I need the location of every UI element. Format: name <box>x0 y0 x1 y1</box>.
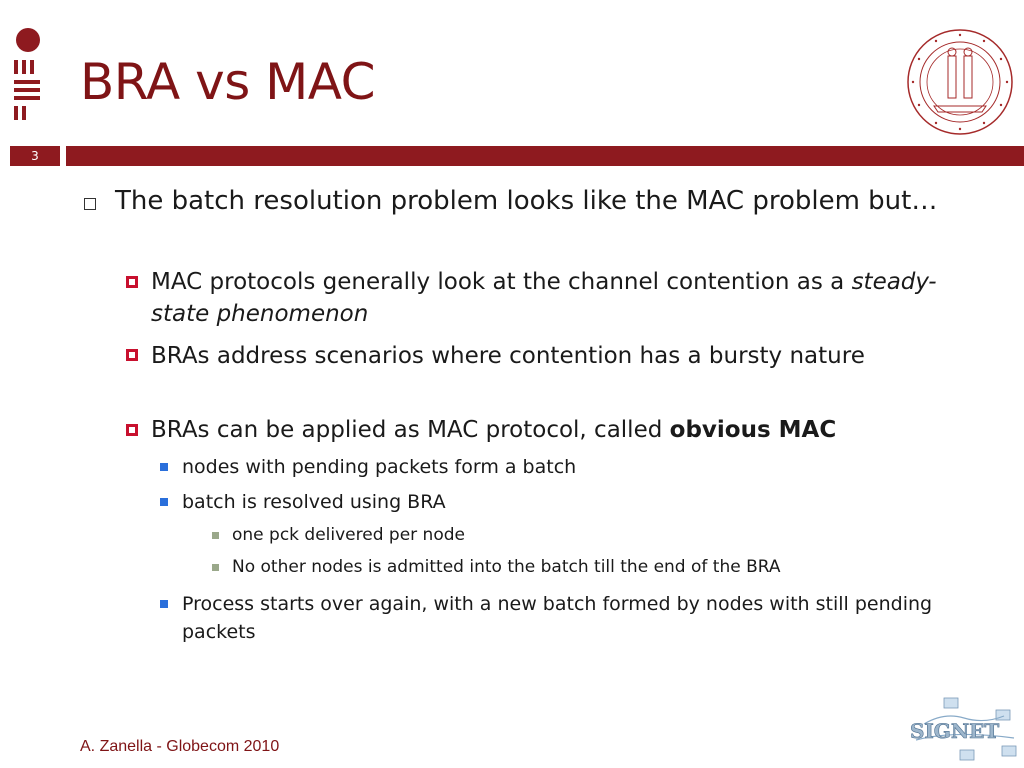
bullet-text: one pck delivered per node <box>232 525 465 545</box>
red-square-bullet-icon <box>126 349 138 361</box>
bullet-level1 <box>115 184 975 218</box>
red-square-bullet-icon <box>126 424 138 436</box>
bullet-text: The batch resolution problem looks like the MAC problem but… <box>115 186 938 216</box>
bullet-text: BRAs can be applied as MAC protocol, called <box>151 417 670 443</box>
blue-square-bullet-icon <box>160 498 168 506</box>
bullet-level4 <box>232 523 992 547</box>
svg-text:SIGNET: SIGNET <box>910 719 1000 743</box>
gray-square-bullet-icon <box>212 532 219 539</box>
hollow-square-bullet-icon <box>84 198 96 210</box>
slide-footer: A. Zanella - Globecom 2010 <box>80 738 280 755</box>
bullet-text: nodes with pending packets form a batch <box>182 456 577 478</box>
gray-square-bullet-icon <box>212 564 219 571</box>
bullet-italic-text: steady-state phenomenon <box>151 269 937 327</box>
bullet-level3 <box>182 488 982 516</box>
slide-number: 3 <box>10 146 60 166</box>
bullet-level4 <box>232 555 992 579</box>
bullet-level2 <box>151 266 991 330</box>
red-square-bullet-icon <box>126 276 138 288</box>
bullet-bold-text: obvious MAC <box>669 417 837 443</box>
bullet-text: Process starts over again, with a new batch formed by nodes with still pending packets <box>182 593 933 643</box>
bullet-level2 <box>151 414 991 446</box>
bullet-text: BRAs address scenarios where contention has a bursty nature <box>151 343 865 369</box>
bullet-text: batch is resolved using BRA <box>182 491 446 513</box>
signet-logo-icon <box>904 694 1022 766</box>
bullet-level3 <box>182 453 982 481</box>
bullet-level3 <box>182 590 982 646</box>
bullet-level2 <box>151 340 991 372</box>
blue-square-bullet-icon <box>160 463 168 471</box>
blue-square-bullet-icon <box>160 600 168 608</box>
bullet-text: No other nodes is admitted into the batch till the end of the BRA <box>232 557 781 577</box>
slide-title: BRA vs MAC <box>80 53 376 111</box>
bullet-text: MAC protocols generally look at the channel contention as a <box>151 269 852 295</box>
